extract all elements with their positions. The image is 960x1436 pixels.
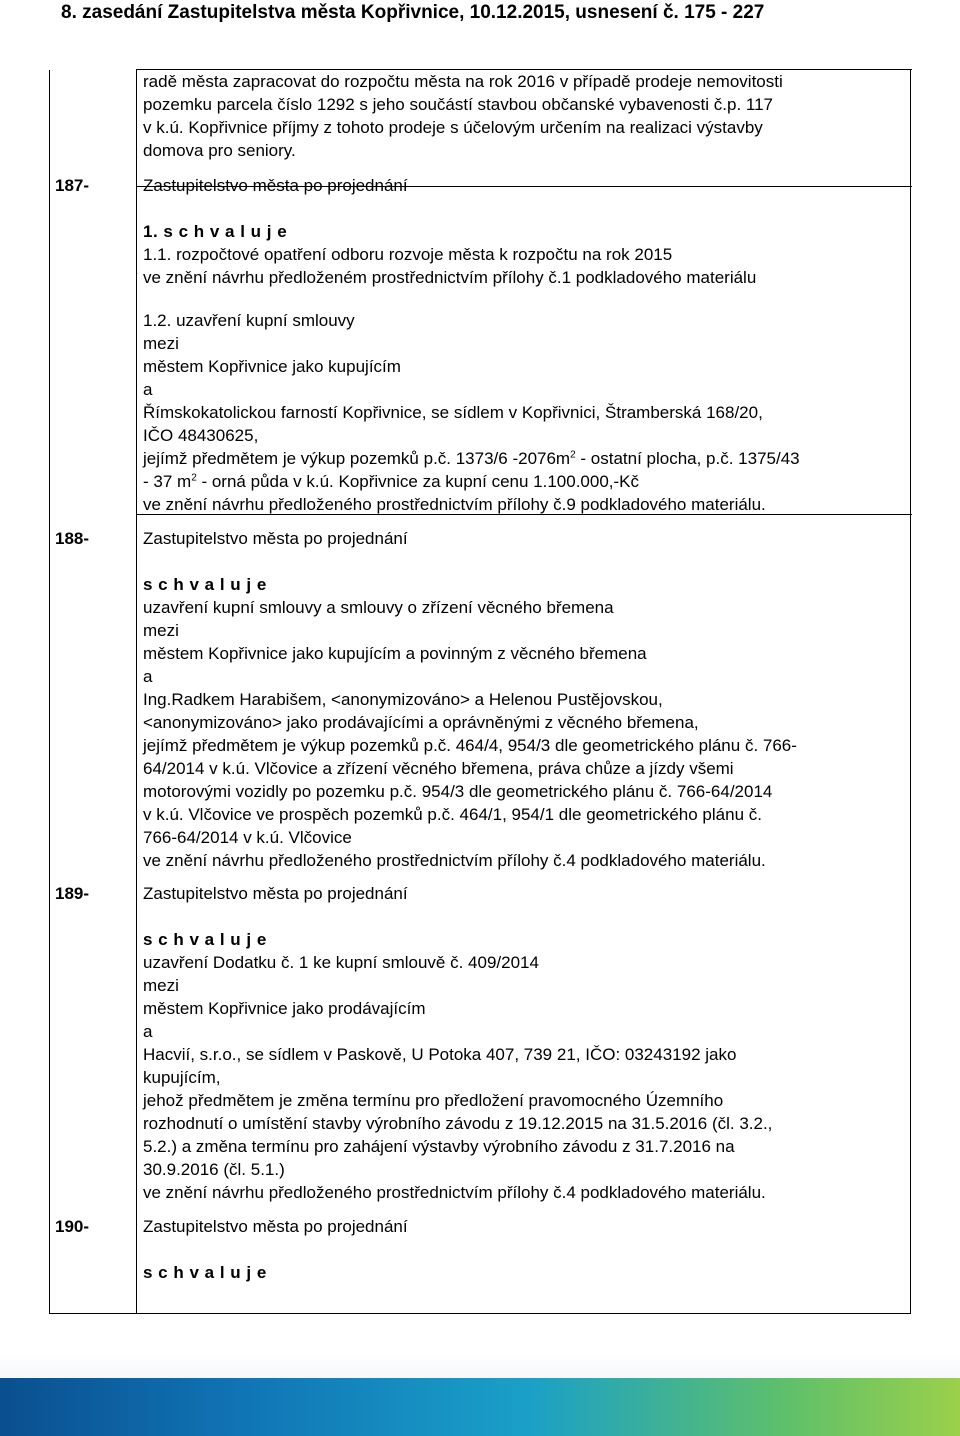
resolution-heading: Zastupitelstvo města po projednání	[143, 529, 408, 548]
resolution-188: Zastupitelstvo města po projednání s c h v a l u j e uzavření kupní smlouvy a smlouvy o zřízení věcného břemena mezi městem Kopřivnice jako kupujícím a povinným z věcného břemena a Ing.Radkem Harabišem, <anonymizováno> a Helenou Pustějovskou, <anonymizováno> jako prodávajícími a oprávněnými z věcného břemena, jejímž předmětem je výkup pozemků p.č. 464/4, 954/3 dle geometrického plánu č. 766- 64/2014 v k.ú. Vlčovice a zřízení věcného břemena, práva chůze a jízdy všemi motorovými vozidly po pozemku p.č. 954/3 dle geometrického plánu č. 766-64/2014 v k.ú. Vlčovice ve prospěch pozemků p.č. 464/1, 954/1 dle geometrického plánu č. 766-64/2014 v k.ú. Vlčovice ve znění návrhu předloženého prostřednictvím přílohy č.4 podkladového materiálu.	[143, 527, 908, 872]
footer-band	[0, 1378, 960, 1436]
resolution-189: Zastupitelstvo města po projednání s c h v a l u j e uzavření Dodatku č. 1 ke kupní smlouvě č. 409/2014 mezi městem Kopřivnice jako prodávajícím a Hacvií, s.r.o., se sídlem v Paskově, U Potoka 407, 739 21, IČO: 03243192 jako kupujícím, jehož předmětem je změna termínu pro předložení pravomocného Územního rozhodnutí o umístění stavby výrobního závodu z 19.12.2015 na 31.5.2016 (čl. 3.2., 5.2.) a změna termínu pro zahájení výstavby výrobního závodu z 31.7.2016 na 30.9.2016 (čl. 5.1.) ve znění návrhu předloženého prostřednictvím přílohy č.4 podkladového materiálu.	[143, 882, 908, 1204]
approval-keyword: s c h v a l u j e	[143, 1263, 267, 1282]
resolution-number: 189-	[55, 884, 90, 903]
continuation-text: radě města zapracovat do rozpočtu města na rok 2016 v případě prodeje nemovitosti pozemku parcela číslo 1292 s jeho součástí stavbou občanské vybavenosti č.p. 117 v k.ú. Kopřivnice příjmy z tohoto prodeje s účelovým určením na realizaci výstavby domova pro seniory.	[143, 72, 783, 160]
approval-keyword: s c h v a l u j e	[143, 930, 267, 949]
resolution-number: 188-	[55, 529, 90, 548]
approval-keyword: s c h v a l u j e	[143, 575, 267, 594]
resolution-heading: Zastupitelstvo města po projednání	[143, 1217, 408, 1236]
resolution-heading: Zastupitelstvo města po projednání	[143, 176, 408, 195]
column-divider	[136, 70, 137, 1313]
resolutions-table	[49, 70, 911, 1314]
approval-keyword: 1. s c h v a l u j e	[143, 222, 288, 241]
page-title: 8. zasedání Zastupitelstva města Kopřivnice, 10.12.2015, usnesení č. 175 - 227	[61, 2, 765, 23]
row-divider	[136, 514, 912, 515]
resolution-187: Zastupitelstvo města po projednání 1. s c h v a l u j e 1.1. rozpočtové opatření odboru rozvoje města k rozpočtu na rok 2015 ve znění návrhu předloženém prostřednictvím přílohy č.1 podkladového materiálu 1.2. uzavření kupní smlouvy mezi městem Kopřivnice jako kupujícím a Římskokatolickou farností Kopřivnice, se sídlem v Kopřivnici, Štramberská 168/20, IČO 48430625, jejímž předmětem je výkup pozemků p.č. 1373/6 $-2076m^2$ - ostatní plocha, p.č. 1375/43 - 37 $m^2$ - orná půda v k.ú. Kopřivnice za kupní cenu 1.100.000,-Kč ve znění návrhu předloženého prostřednictvím přílohy č.9 podkladového materiálu.	[143, 174, 908, 516]
resolution-number: 187-	[55, 176, 90, 195]
resolution-190	[143, 1215, 908, 1284]
resolution-heading: Zastupitelstvo města po projednání	[143, 884, 408, 903]
resolution-number: 190-	[55, 1217, 90, 1236]
